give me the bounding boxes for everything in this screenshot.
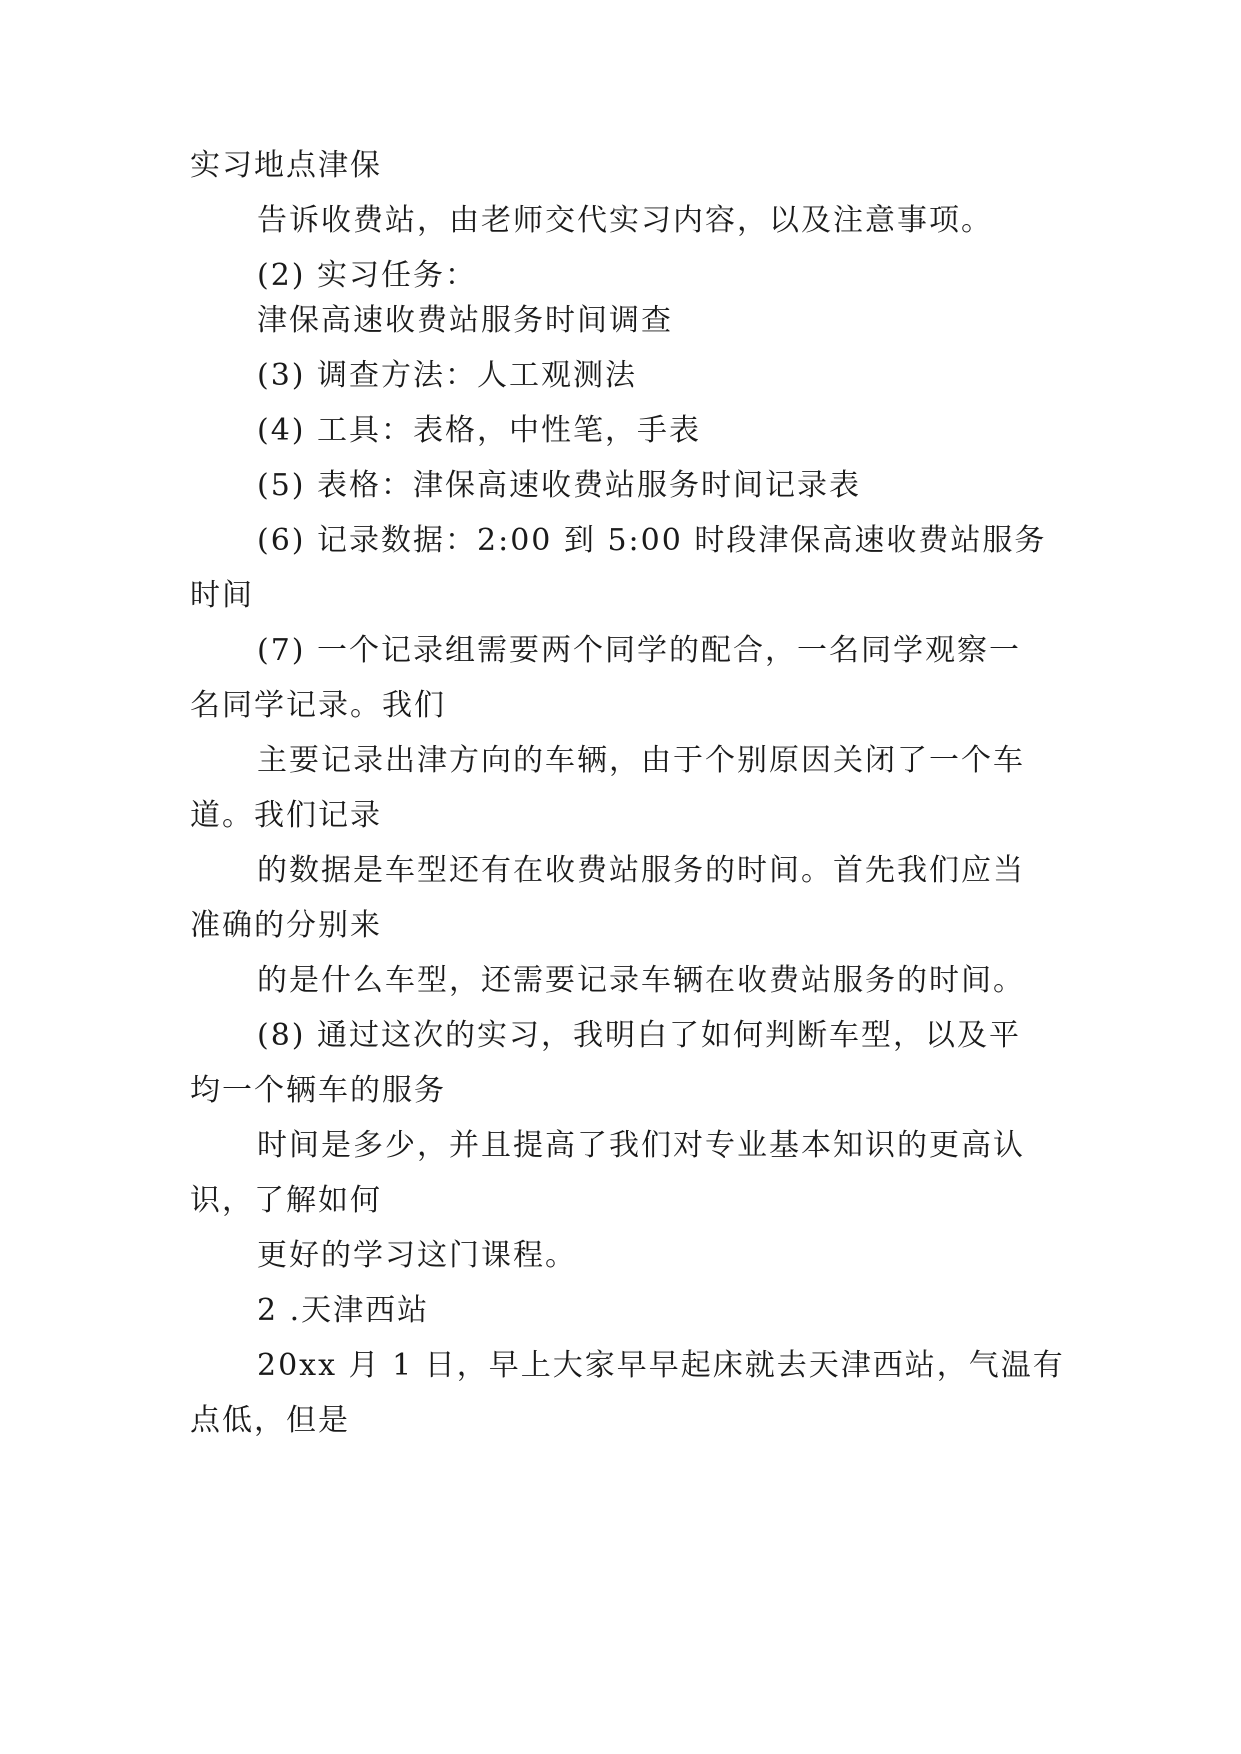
text-line: 点低，但是 [190,1403,350,1438]
text-line: 实习地点津保 [190,148,382,183]
text-line: 名同学记录。我们 [190,688,446,723]
text-line: 更好的学习这门课程。 [257,1238,577,1273]
text-line: 2 .天津西站 [257,1293,430,1328]
text-line: 时间 [190,578,254,613]
text-line: 均一个辆车的服务 [190,1073,446,1108]
text-line: 准确的分别来 [190,908,382,943]
text-line: 时间是多少，并且提高了我们对专业基本知识的更高认 [257,1128,1025,1163]
text-line: (6) 记录数据：2:00 到 5:00 时段津保高速收费站服务 [257,523,1047,558]
text-line: (7) 一个记录组需要两个同学的配合，一名同学观察一 [257,633,1022,668]
text-line: (4) 工具：表格，中性笔，手表 [257,413,702,448]
text-line: 津保高速收费站服务时间调查 [257,303,673,338]
text-line: 主要记录出津方向的车辆，由于个别原因关闭了一个车 [257,743,1025,778]
text-line: (3) 调查方法：人工观测法 [257,358,638,393]
text-line: 的是什么车型，还需要记录车辆在收费站服务的时间。 [257,963,1025,998]
text-line: 识，了解如何 [190,1183,382,1218]
text-line: (2) 实习任务： [257,258,478,293]
text-line: (5) 表格：津保高速收费站服务时间记录表 [257,468,862,503]
text-line: 的数据是车型还有在收费站服务的时间。首先我们应当 [257,853,1025,888]
text-line: 告诉收费站，由老师交代实习内容，以及注意事项。 [257,203,993,238]
text-line: 20xx 月 1 日，早上大家早早起床就去天津西站，气温有 [257,1348,1065,1383]
text-line: (8) 通过这次的实习，我明白了如何判断车型，以及平 [257,1018,1022,1053]
text-line: 道。我们记录 [190,798,382,833]
